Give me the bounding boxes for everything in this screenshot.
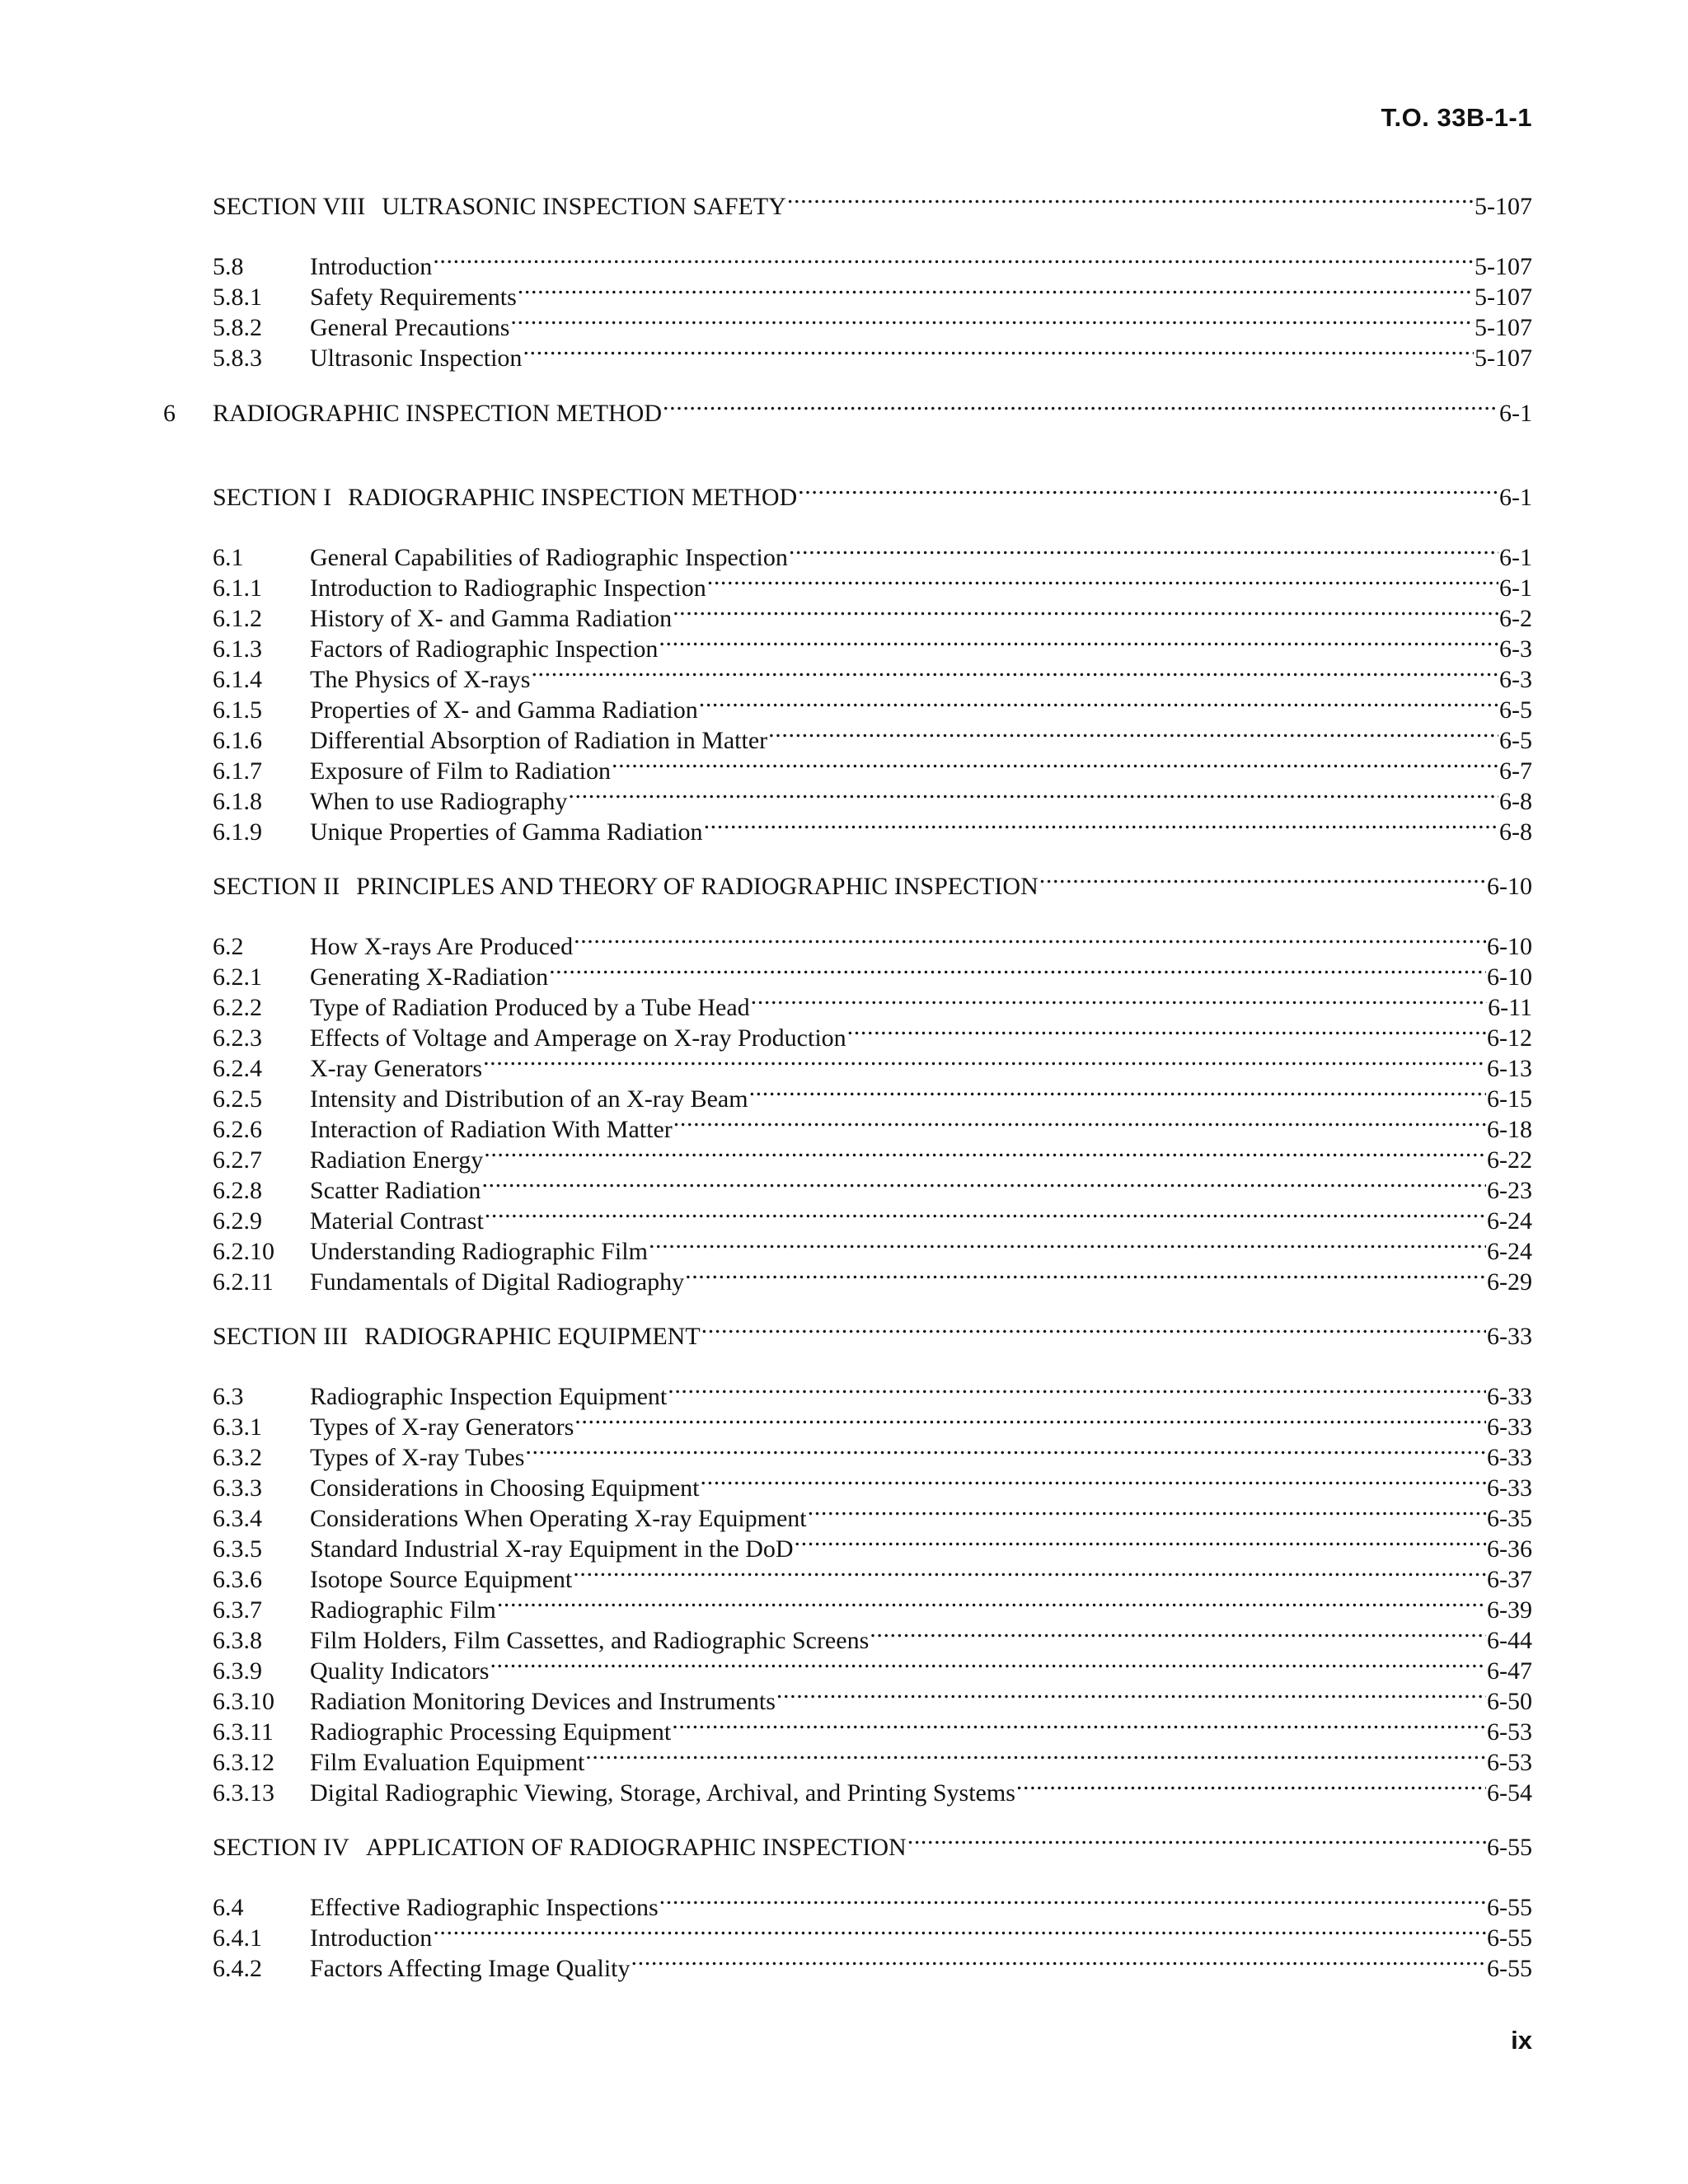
section-label: SECTION II: [213, 873, 340, 900]
toc-entry: [213, 778, 1532, 815]
toc-entry: [213, 1373, 1532, 1410]
toc-title: Radiographic Processing Equipment: [310, 1718, 672, 1746]
toc-title: Intensity and Distribution of an X-ray Beam: [310, 1085, 748, 1113]
toc-number: 6.1.4: [213, 666, 262, 693]
toc-page-number: 5-107: [1475, 284, 1532, 311]
toc-entry: [213, 748, 1532, 785]
toc-number: 5.8: [213, 253, 244, 280]
dot-leader: [699, 687, 1498, 718]
toc-entry: [213, 1258, 1532, 1296]
toc-page-number: 6-2: [1499, 605, 1532, 632]
toc-page-number: 6-18: [1487, 1116, 1532, 1143]
chapter-number: 6: [163, 400, 176, 427]
toc-number: 6.3: [213, 1383, 244, 1410]
toc-number: 6.3.1: [213, 1413, 262, 1441]
toc-page-number: 6-11: [1488, 994, 1532, 1021]
toc-page-number: 6-55: [1487, 1924, 1532, 1952]
dot-leader: [798, 474, 1498, 505]
toc-title: Effective Radiographic Inspections: [310, 1894, 659, 1921]
toc-number: 6.3.8: [213, 1627, 262, 1654]
toc-number: 6.1.8: [213, 788, 262, 815]
toc-page-number: 6-15: [1487, 1085, 1532, 1113]
toc-title: APPLICATION OF RADIOGRAPHIC INSPECTION: [365, 1834, 907, 1861]
toc-page-number: 6-33: [1487, 1444, 1532, 1471]
toc-section-heading: [213, 863, 1532, 900]
toc-title: Exposure of Film to Radiation: [310, 757, 611, 785]
dot-leader: [481, 1167, 1486, 1198]
toc-title: Considerations When Operating X-ray Equipment: [310, 1505, 807, 1532]
toc-number: 6.1.3: [213, 635, 262, 663]
dot-leader: [485, 1197, 1486, 1229]
toc-title: Film Holders, Film Cassettes, and Radiographic Screens: [310, 1627, 870, 1654]
toc-page-number: 6-1: [1499, 400, 1532, 427]
toc-number: 6.1.9: [213, 818, 262, 846]
dot-leader: [433, 243, 1474, 274]
toc-page-number: 6-1: [1499, 544, 1532, 571]
toc-title: Factors of Radiographic Inspection: [310, 635, 659, 663]
toc-page-number: 6-10: [1487, 933, 1532, 960]
page-header-doc-ref: T.O. 33B-1-1: [1381, 103, 1532, 132]
toc-number: 6.3.2: [213, 1444, 262, 1471]
toc-number: 6.3.4: [213, 1505, 262, 1532]
toc-title: RADIOGRAPHIC INSPECTION METHOD: [348, 484, 798, 511]
toc-entry: [213, 274, 1532, 311]
dot-leader: [701, 1465, 1487, 1496]
dot-leader: [907, 1824, 1486, 1855]
toc-title: RADIOGRAPHIC INSPECTION METHOD: [213, 400, 663, 427]
toc-page-number: 6-7: [1499, 757, 1532, 785]
section-label: SECTION I: [213, 484, 332, 511]
toc-entry: [213, 1228, 1532, 1265]
toc-title: Radiation Energy: [310, 1146, 484, 1174]
toc-title: Interaction of Radiation With Matter: [310, 1116, 673, 1143]
toc-number: 6.2.5: [213, 1085, 262, 1113]
toc-title: X-ray Generators: [310, 1055, 483, 1082]
dot-leader: [707, 565, 1498, 596]
toc-entry: [213, 1739, 1532, 1776]
toc-title: Introduction: [310, 253, 433, 280]
toc-entry: [213, 923, 1532, 960]
toc-title: When to use Radiography: [310, 788, 568, 815]
section-label: SECTION VIII: [213, 193, 366, 220]
toc-title: Standard Industrial X-ray Equipment in the DoD: [310, 1535, 794, 1563]
toc-number: 6.3.10: [213, 1688, 274, 1715]
toc-page-number: 6-3: [1499, 666, 1532, 693]
toc-title: Introduction: [310, 1924, 433, 1952]
toc-title: Unique Properties of Gamma Radiation: [310, 818, 703, 846]
toc-number: 6.4.2: [213, 1955, 262, 1982]
toc-title: Introduction to Radiographic Inspection: [310, 574, 706, 602]
toc-number: 6.2: [213, 933, 244, 960]
dot-leader: [870, 1617, 1486, 1648]
dot-leader: [574, 1404, 1486, 1435]
toc-page-number: 6-5: [1499, 727, 1532, 754]
toc-number: 6.2.7: [213, 1146, 262, 1174]
toc-entry: [213, 534, 1532, 571]
toc-number: 6.1.7: [213, 757, 262, 785]
toc-entry: [213, 595, 1532, 632]
toc-title: Factors Affecting Image Quality: [310, 1955, 631, 1982]
toc-number: 5.8.3: [213, 344, 262, 372]
dot-leader: [510, 304, 1474, 335]
toc-number: 6.3.5: [213, 1535, 262, 1563]
toc-title: The Physics of X-rays: [310, 666, 531, 693]
dot-leader: [612, 748, 1498, 779]
dot-leader: [585, 1739, 1486, 1770]
toc-title: Digital Radiographic Viewing, Storage, Archival, and Printing Systems: [310, 1779, 1015, 1807]
toc-title: PRINCIPLES AND THEORY OF RADIOGRAPHIC INSPECTION: [356, 873, 1039, 900]
dot-leader: [573, 1556, 1486, 1587]
toc-page-number: 6-39: [1487, 1596, 1532, 1624]
toc-number: 6.3.7: [213, 1596, 262, 1624]
toc-number: 6.3.3: [213, 1474, 262, 1502]
toc-number: 6.2.1: [213, 963, 262, 991]
toc-entry: [213, 1556, 1532, 1593]
toc-title: Ultrasonic Inspection: [310, 344, 523, 372]
dot-leader: [659, 1884, 1486, 1915]
dot-leader: [568, 778, 1498, 809]
toc-entry: [213, 243, 1532, 280]
toc-section-heading: [213, 1313, 1532, 1350]
toc-page-number: 6-53: [1487, 1718, 1532, 1746]
dot-leader: [776, 1678, 1486, 1709]
dot-leader: [701, 1313, 1486, 1344]
toc-entry: [213, 954, 1532, 991]
toc-entry: [213, 1526, 1532, 1563]
dot-leader: [768, 717, 1498, 748]
toc-number: 6.2.8: [213, 1177, 262, 1204]
section-label: SECTION IV: [213, 1834, 349, 1861]
toc-number: 6.2.9: [213, 1207, 262, 1235]
toc-entry: [213, 984, 1532, 1021]
toc-entry: [213, 1678, 1532, 1715]
toc-number: 6.1.1: [213, 574, 262, 602]
toc-page-number: 6-47: [1487, 1657, 1532, 1685]
toc-page-number: 6-23: [1487, 1177, 1532, 1204]
dot-leader: [649, 1228, 1486, 1259]
dot-leader: [787, 183, 1474, 214]
dot-leader: [549, 954, 1486, 985]
toc-page-number: 6-5: [1499, 696, 1532, 724]
toc-entry: [213, 1945, 1532, 1982]
toc-title: Differential Absorption of Radiation in Matter: [310, 727, 768, 754]
toc-entry: [213, 1137, 1532, 1174]
dot-leader: [483, 1045, 1486, 1076]
toc-number: 6.2.10: [213, 1238, 274, 1265]
toc-entry: [213, 626, 1532, 663]
toc-page-number: 6-1: [1499, 484, 1532, 511]
toc-page-number: 6-24: [1487, 1207, 1532, 1235]
toc-title: Isotope Source Equipment: [310, 1566, 573, 1593]
toc-title: Quality Indicators: [310, 1657, 490, 1685]
toc-page-number: 6-3: [1499, 635, 1532, 663]
toc-page-number: 6-55: [1487, 1834, 1532, 1861]
toc-title: Safety Requirements: [310, 284, 517, 311]
toc-title: ULTRASONIC INSPECTION SAFETY: [382, 193, 786, 220]
toc-number: 5.8.1: [213, 284, 262, 311]
toc-page-number: 6-10: [1487, 873, 1532, 900]
dot-leader: [525, 1434, 1486, 1465]
dot-leader: [490, 1647, 1486, 1679]
toc-entry: [213, 335, 1532, 372]
toc-page-number: 6-55: [1487, 1955, 1532, 1982]
toc-page-number: 6-24: [1487, 1238, 1532, 1265]
toc-title: Properties of X- and Gamma Radiation: [310, 696, 698, 724]
toc-page-number: 6-54: [1487, 1779, 1532, 1807]
toc-page-number: 5-107: [1475, 344, 1532, 372]
toc-entry: [213, 1617, 1532, 1654]
toc-entry: [213, 1167, 1532, 1204]
toc-number: 6.2.3: [213, 1024, 262, 1052]
toc-number: 5.8.2: [213, 314, 262, 341]
toc-entry: [213, 1076, 1532, 1113]
toc-title: RADIOGRAPHIC EQUIPMENT: [364, 1323, 701, 1350]
toc-page-number: 6-13: [1487, 1055, 1532, 1082]
toc-page-number: 6-1: [1499, 574, 1532, 602]
dot-leader: [631, 1945, 1486, 1976]
toc-title: How X-rays Are Produced: [310, 933, 574, 960]
dot-leader: [574, 923, 1486, 954]
dot-leader: [704, 808, 1498, 840]
toc-title: Understanding Radiographic Film: [310, 1238, 648, 1265]
toc-page-number: 6-36: [1487, 1535, 1532, 1563]
toc-number: 6.3.12: [213, 1749, 274, 1776]
dot-leader: [789, 534, 1498, 565]
toc-entry: [213, 808, 1532, 846]
toc-number: 6.2.2: [213, 994, 262, 1021]
toc-page-number: 6-44: [1487, 1627, 1532, 1654]
toc-section-heading: [213, 183, 1532, 220]
toc-entry: [213, 1465, 1532, 1502]
toc-number: 6.4.1: [213, 1924, 262, 1952]
toc-page-number: 6-33: [1487, 1474, 1532, 1502]
toc-page-number: 6-8: [1499, 788, 1532, 815]
toc-number: 6.1.6: [213, 727, 262, 754]
toc-number: 6.1: [213, 544, 244, 571]
toc-entry: [213, 1106, 1532, 1143]
toc-number: 6.2.6: [213, 1116, 262, 1143]
dot-leader: [685, 1258, 1486, 1290]
dot-leader: [659, 626, 1498, 657]
toc-entry: [213, 717, 1532, 754]
section-label: SECTION III: [213, 1323, 349, 1350]
dot-leader: [433, 1915, 1486, 1946]
dot-leader: [749, 1076, 1486, 1107]
toc-number: 6.2.4: [213, 1055, 262, 1082]
dot-leader: [663, 390, 1498, 421]
toc-entry: [213, 1045, 1532, 1082]
toc-title: Scatter Radiation: [310, 1177, 481, 1204]
toc-page-number: 6-33: [1487, 1383, 1532, 1410]
toc-entry: [213, 1434, 1532, 1471]
page-footer-number: ix: [1511, 2026, 1532, 2055]
toc-entry: [213, 1915, 1532, 1952]
toc-title: General Capabilities of Radiographic Inspection: [310, 544, 788, 571]
toc-entry: [213, 1708, 1532, 1746]
toc-number: 6.1.2: [213, 605, 262, 632]
toc-title: Fundamentals of Digital Radiography: [310, 1268, 685, 1296]
toc-page-number: 6-8: [1499, 818, 1532, 846]
toc-title: History of X- and Gamma Radiation: [310, 605, 673, 632]
dot-leader: [518, 274, 1474, 305]
toc-title: Type of Radiation Produced by a Tube Head: [310, 994, 750, 1021]
dot-leader: [808, 1495, 1486, 1526]
toc-entry: [213, 656, 1532, 693]
dot-leader: [1016, 1769, 1486, 1801]
toc-number: 6.3.13: [213, 1779, 274, 1807]
toc-entry: [213, 1586, 1532, 1624]
dot-leader: [751, 984, 1487, 1015]
toc-page-number: 6-35: [1487, 1505, 1532, 1532]
toc-page-number: 6-22: [1487, 1146, 1532, 1174]
dot-leader: [484, 1137, 1486, 1168]
dot-leader: [523, 335, 1474, 366]
toc-page-number: 6-10: [1487, 963, 1532, 991]
toc-number: 6.3.11: [213, 1718, 274, 1746]
toc-page-number: 6-12: [1487, 1024, 1532, 1052]
toc-page-number: 6-29: [1487, 1268, 1532, 1296]
toc-section-heading: [213, 1824, 1532, 1861]
toc-page-number: 6-55: [1487, 1894, 1532, 1921]
toc-page-number: 5-107: [1475, 253, 1532, 280]
toc-section-heading: [213, 474, 1532, 511]
dot-leader: [672, 1708, 1486, 1740]
toc-number: 6.3.6: [213, 1566, 262, 1593]
toc-entry: [213, 304, 1532, 341]
toc-page-number: 6-33: [1487, 1323, 1532, 1350]
toc-entry: [213, 1647, 1532, 1685]
toc-page-number: 5-107: [1475, 314, 1532, 341]
toc-title: Types of X-ray Tubes: [310, 1444, 525, 1471]
toc-title: General Precautions: [310, 314, 510, 341]
toc-title: Types of X-ray Generators: [310, 1413, 574, 1441]
toc-title: Considerations in Choosing Equipment: [310, 1474, 700, 1502]
dot-leader: [673, 595, 1498, 626]
toc-number: 6.1.5: [213, 696, 262, 724]
dot-leader: [847, 1015, 1486, 1046]
toc-page-number: 6-50: [1487, 1688, 1532, 1715]
toc-entry: [213, 1015, 1532, 1052]
toc-title: Radiographic Film: [310, 1596, 496, 1624]
toc-title: Film Evaluation Equipment: [310, 1749, 585, 1776]
toc-entry: [213, 1769, 1532, 1807]
toc-page-number: 5-107: [1475, 193, 1532, 220]
toc-title: Material Contrast: [310, 1207, 484, 1235]
toc-entry: [213, 1197, 1532, 1235]
toc-number: 6.3.9: [213, 1657, 262, 1685]
dot-leader: [668, 1373, 1486, 1404]
dot-leader: [497, 1586, 1486, 1618]
toc-chapter-heading: [163, 390, 1532, 427]
toc-page-number: 6-33: [1487, 1413, 1532, 1441]
toc-title: Radiation Monitoring Devices and Instruments: [310, 1688, 776, 1715]
toc-page-number: 6-37: [1487, 1566, 1532, 1593]
toc-number: 6.4: [213, 1894, 244, 1921]
toc-entry: [213, 687, 1532, 724]
toc-title: Radiographic Inspection Equipment: [310, 1383, 668, 1410]
dot-leader: [1039, 863, 1486, 894]
toc-title: Generating X-Radiation: [310, 963, 549, 991]
toc-entry: [213, 1884, 1532, 1921]
toc-entry: [213, 1404, 1532, 1441]
toc-page-number: 6-53: [1487, 1749, 1532, 1776]
toc-number: 6.2.11: [213, 1268, 274, 1296]
toc-entry: [213, 565, 1532, 602]
dot-leader: [673, 1106, 1486, 1137]
toc-entry: [213, 1495, 1532, 1532]
dot-leader: [531, 656, 1498, 687]
toc-title: Effects of Voltage and Amperage on X-ray Production: [310, 1024, 846, 1052]
dot-leader: [795, 1526, 1486, 1557]
